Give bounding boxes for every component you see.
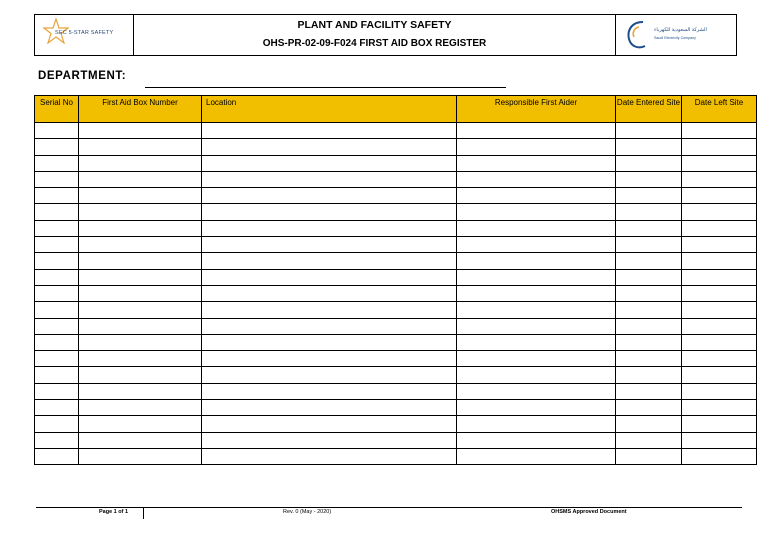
table-cell[interactable] [616, 285, 682, 301]
table-cell[interactable] [79, 367, 202, 383]
table-cell[interactable] [616, 334, 682, 350]
table-cell[interactable] [35, 351, 79, 367]
table-cell[interactable] [202, 204, 457, 220]
table-cell[interactable] [202, 269, 457, 285]
table-row [35, 351, 757, 367]
table-row [35, 448, 757, 464]
table-cell[interactable] [35, 123, 79, 139]
table-cell[interactable] [202, 318, 457, 334]
table-cell[interactable] [616, 139, 682, 155]
table-cell[interactable] [616, 302, 682, 318]
table-cell[interactable] [682, 383, 757, 399]
table-row [35, 367, 757, 383]
table-cell[interactable] [682, 237, 757, 253]
table-cell[interactable] [79, 400, 202, 416]
table-cell[interactable] [202, 416, 457, 432]
table-row [35, 123, 757, 139]
first-aid-box-register-table [34, 95, 757, 465]
table-cell[interactable] [79, 220, 202, 236]
table-cell[interactable] [616, 448, 682, 464]
table-cell[interactable] [79, 123, 202, 139]
table-cell[interactable] [616, 253, 682, 269]
table-cell[interactable] [35, 237, 79, 253]
table-cell[interactable] [616, 155, 682, 171]
table-row [35, 334, 757, 350]
right-logo-arabic: الشركة السعودية للكهرباء [654, 27, 707, 33]
table-cell[interactable] [35, 367, 79, 383]
table-cell[interactable] [79, 171, 202, 187]
table-row [35, 237, 757, 253]
table-cell[interactable] [202, 334, 457, 350]
table-cell[interactable] [616, 237, 682, 253]
table-cell[interactable] [35, 139, 79, 155]
title-line-2: OHS-PR-02-09-F024 FIRST AID BOX REGISTER [262, 38, 487, 49]
col-responsible-first-aider: Responsible First Aider [457, 96, 616, 123]
table-cell[interactable] [616, 318, 682, 334]
col-date-left-site: Date Left Site [682, 96, 757, 123]
table-cell[interactable] [79, 318, 202, 334]
table-row [35, 204, 757, 220]
table-cell[interactable] [202, 351, 457, 367]
table-cell[interactable] [35, 188, 79, 204]
table-cell[interactable] [616, 123, 682, 139]
table-cell[interactable] [682, 171, 757, 187]
table-cell[interactable] [202, 237, 457, 253]
saudi-electricity-logo [616, 15, 736, 55]
table-cell[interactable] [616, 188, 682, 204]
table-cell[interactable] [682, 448, 757, 464]
table-cell[interactable] [616, 416, 682, 432]
table-cell[interactable] [682, 400, 757, 416]
title-line-1: PLANT AND FACILITY SAFETY [297, 19, 452, 31]
table-cell[interactable] [457, 367, 616, 383]
table-cell[interactable] [616, 383, 682, 399]
table-row [35, 269, 757, 285]
table-cell[interactable] [35, 416, 79, 432]
table-cell[interactable] [202, 448, 457, 464]
table-cell[interactable] [682, 123, 757, 139]
table-cell[interactable] [457, 334, 616, 350]
table-cell[interactable] [457, 253, 616, 269]
footer-revision: Rev. 0 (May - 2020) [283, 509, 332, 515]
table-cell[interactable] [79, 351, 202, 367]
department-input-line[interactable] [145, 87, 506, 88]
table-cell[interactable] [35, 334, 79, 350]
table-cell[interactable] [35, 220, 79, 236]
table-cell[interactable] [79, 302, 202, 318]
table-cell[interactable] [682, 432, 757, 448]
table-cell[interactable] [457, 351, 616, 367]
col-serial-no: Serial No [35, 96, 79, 123]
table-cell[interactable] [79, 155, 202, 171]
table-cell[interactable] [682, 204, 757, 220]
table-cell[interactable] [35, 400, 79, 416]
table-cell[interactable] [682, 220, 757, 236]
table-row [35, 318, 757, 334]
right-logo-english: Saudi Electricity Company [654, 36, 696, 40]
table-row [35, 155, 757, 171]
table-cell[interactable] [682, 139, 757, 155]
footer-separator [143, 508, 144, 519]
table-cell[interactable] [682, 351, 757, 367]
table-cell[interactable] [202, 367, 457, 383]
table-cell[interactable] [457, 285, 616, 301]
table-cell[interactable] [457, 123, 616, 139]
table-cell[interactable] [202, 383, 457, 399]
sec-5-star-safety-logo [35, 15, 134, 55]
table-cell[interactable] [457, 220, 616, 236]
table-cell[interactable] [35, 253, 79, 269]
table-row [35, 188, 757, 204]
table-cell[interactable] [457, 318, 616, 334]
table-cell[interactable] [79, 285, 202, 301]
table-cell[interactable] [457, 302, 616, 318]
table-cell[interactable] [616, 367, 682, 383]
table-cell[interactable] [202, 400, 457, 416]
table-cell[interactable] [79, 204, 202, 220]
table-cell[interactable] [35, 383, 79, 399]
table-cell[interactable] [202, 171, 457, 187]
table-cell[interactable] [79, 448, 202, 464]
table-cell[interactable] [79, 237, 202, 253]
footer-approved: OHSMS Approved Document [551, 509, 627, 515]
table-row [35, 383, 757, 399]
table-cell[interactable] [682, 318, 757, 334]
table-cell[interactable] [79, 188, 202, 204]
table-cell[interactable] [616, 351, 682, 367]
table-cell[interactable] [457, 448, 616, 464]
table-cell[interactable] [682, 285, 757, 301]
table-cell[interactable] [35, 285, 79, 301]
table-header-row [35, 96, 757, 123]
table-cell[interactable] [682, 269, 757, 285]
table-cell[interactable] [457, 269, 616, 285]
table-cell[interactable] [35, 171, 79, 187]
table-row [35, 220, 757, 236]
table-cell[interactable] [616, 269, 682, 285]
table-cell[interactable] [35, 155, 79, 171]
sec-arc-icon [625, 19, 649, 51]
table-cell[interactable] [682, 367, 757, 383]
table-cell[interactable] [682, 302, 757, 318]
col-date-entered-site: Date Entered Site [616, 96, 682, 123]
table-cell[interactable] [457, 139, 616, 155]
table-cell[interactable] [202, 139, 457, 155]
table-cell[interactable] [35, 318, 79, 334]
table-row [35, 432, 757, 448]
table-cell[interactable] [35, 302, 79, 318]
table-cell[interactable] [616, 220, 682, 236]
table-cell[interactable] [457, 432, 616, 448]
table-cell[interactable] [616, 432, 682, 448]
table-cell[interactable] [35, 432, 79, 448]
table-cell[interactable] [35, 269, 79, 285]
table-cell[interactable] [457, 155, 616, 171]
table-cell[interactable] [457, 237, 616, 253]
table-cell[interactable] [35, 448, 79, 464]
table-cell[interactable] [202, 155, 457, 171]
table-cell[interactable] [35, 204, 79, 220]
table-cell[interactable] [457, 416, 616, 432]
table-cell[interactable] [79, 334, 202, 350]
footer-divider [36, 507, 742, 508]
table-row [35, 416, 757, 432]
table-cell[interactable] [79, 139, 202, 155]
left-logo-text: SEC 5-STAR SAFETY [55, 30, 114, 36]
table-row [35, 302, 757, 318]
table-cell[interactable] [202, 285, 457, 301]
table-row [35, 285, 757, 301]
table-cell[interactable] [682, 416, 757, 432]
table-cell[interactable] [457, 171, 616, 187]
table-cell[interactable] [616, 204, 682, 220]
department-label: DEPARTMENT: [38, 70, 127, 82]
header-title [134, 15, 616, 55]
col-location: Location [202, 96, 457, 123]
table-cell[interactable] [616, 171, 682, 187]
table-cell[interactable] [202, 253, 457, 269]
table-cell[interactable] [457, 400, 616, 416]
table-cell[interactable] [616, 400, 682, 416]
table-cell[interactable] [682, 188, 757, 204]
table-cell[interactable] [457, 188, 616, 204]
table-cell[interactable] [202, 432, 457, 448]
table-cell[interactable] [457, 204, 616, 220]
table-cell[interactable] [457, 383, 616, 399]
table-cell[interactable] [682, 155, 757, 171]
table-cell[interactable] [79, 253, 202, 269]
table-cell[interactable] [202, 220, 457, 236]
table-cell[interactable] [79, 432, 202, 448]
table-row [35, 139, 757, 155]
footer-page: Page 1 of 1 [99, 509, 129, 515]
col-first-aid-box-number: First Aid Box Number [79, 96, 202, 123]
table-row [35, 171, 757, 187]
table-cell[interactable] [79, 416, 202, 432]
table-cell[interactable] [79, 383, 202, 399]
table-cell[interactable] [202, 188, 457, 204]
table-cell[interactable] [202, 302, 457, 318]
table-cell[interactable] [682, 334, 757, 350]
table-cell[interactable] [682, 253, 757, 269]
table-cell[interactable] [79, 269, 202, 285]
table-row [35, 253, 757, 269]
table-row [35, 400, 757, 416]
document-header [34, 14, 737, 56]
table-cell[interactable] [202, 123, 457, 139]
